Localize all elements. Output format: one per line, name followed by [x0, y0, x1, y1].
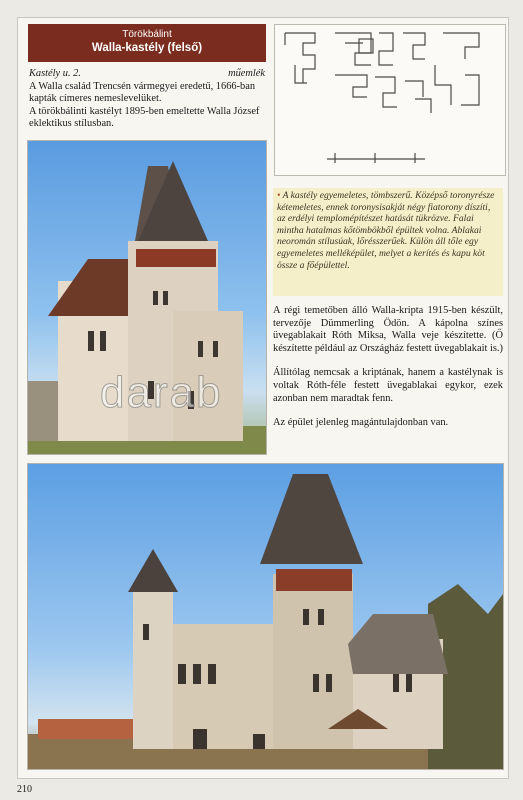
- address: Kastély u. 2.: [29, 68, 81, 79]
- page-number: 210: [17, 784, 32, 795]
- paragraph-crypt: A régi temetőben álló Walla-kripta 1915-ben készült, tervezője Dümmerling Ödön. A kápolna színes üvegablakait Róth Miksa, Walla veje készítette. (Ő készítette például az Országház festett üvegablakait is.): [273, 305, 503, 354]
- paragraph-windows: Állítólag nemcsak a kriptának, hanem a kastélynak is voltak Róth-féle festett üvegablakai egykor, ezek azonban nem maradtak fenn.: [273, 367, 503, 404]
- paragraph-ownership: Az épület jelenleg magántulajdonban van.: [273, 417, 449, 429]
- heritage-status: műemlék: [228, 68, 265, 79]
- castle-illustration-2: [28, 464, 503, 769]
- body-text: [273, 305, 503, 442]
- info-block: [29, 68, 265, 131]
- castle-photo-side: [27, 463, 504, 770]
- section-header: [28, 24, 266, 62]
- note-text: A kastély egyemeletes, tömbszerű. Középső toronyrésze kétemeletes, ennek toronysisakját négy fiatorony díszíti, az erdélyi templomépítészet hatását tükrözve. Falai mintha hatalmas kőtömbökből épültek volna. Ablakai neoromán stílusúak, lőrésszerűek. Külön áll tőle egy egyemeletes melléképület, melyet a kerítés és kapu köt össze a főépülettel.: [277, 190, 495, 271]
- page-title: Walla-kastély (felső): [91, 42, 203, 54]
- info-text-1: A Walla család Trencsén vármegyei eredetű, 1666-ban kapták címeres nemeslevelüket.: [29, 80, 256, 105]
- floor-plan-drawing: [275, 25, 505, 175]
- watermark: darab: [100, 368, 223, 417]
- location-label: Törökbálint: [122, 29, 172, 40]
- bullet-icon: •: [277, 190, 283, 201]
- architecture-note: [273, 188, 503, 296]
- floor-plan: [274, 24, 506, 176]
- address-row: [29, 68, 265, 81]
- info-text-2: A törökbálinti kastélyt 1895-ben emeltette Walla József eklektikus stílusban.: [29, 105, 260, 130]
